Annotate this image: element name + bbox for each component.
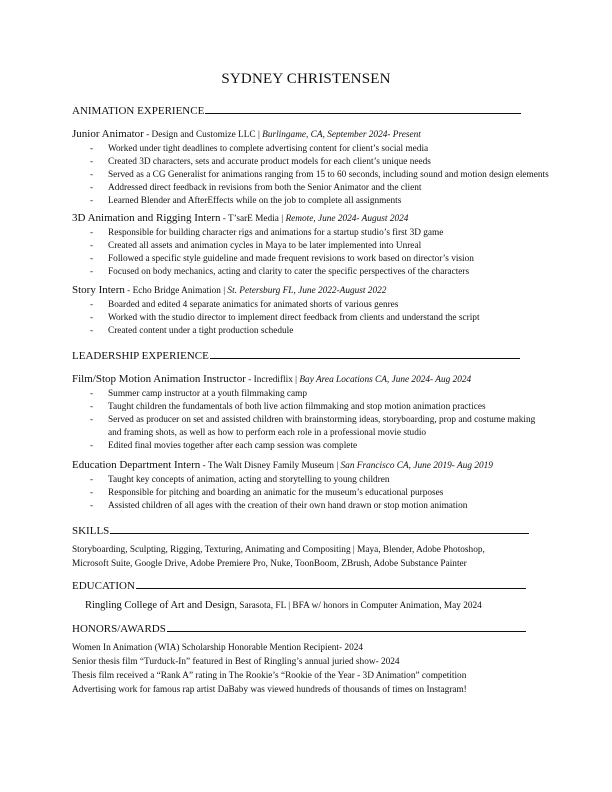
bullet-item: - Taught children the fundamentals of both live action filmmaking and stop motion animation practices	[90, 402, 486, 413]
job-bullets	[90, 143, 549, 208]
job-location: Remote, June 2024- August 2024	[285, 214, 409, 224]
school-name: Ringling College of Art and Design	[85, 600, 235, 611]
degree-detail: , Sarasota, FL | BFA w/ honors in Computer Animation, May 2024	[234, 601, 482, 611]
bullet-item: - Assisted children of all ages with the creation of their own hand drawn or stop motion animation	[90, 501, 468, 512]
job-org: - T’sarE Media |	[220, 214, 286, 224]
bullet-item: - Worked with the studio director to implement direct feedback from clients and understand the script	[90, 313, 480, 324]
section-heading-honors	[72, 622, 526, 635]
bullet-item: - Created all assets and animation cycles in Maya to be later implemented into Unreal	[90, 241, 422, 252]
job-heading	[72, 128, 421, 140]
job-heading	[72, 212, 408, 224]
job-title: Junior Animator	[72, 128, 144, 140]
job-heading	[72, 459, 493, 471]
job-bullets	[90, 227, 474, 279]
honors-list	[72, 641, 467, 697]
honor-item: Thesis film received a “Rank A” rating in The Rookie’s “Rookie of the Year - 3D Animation” competition	[72, 671, 467, 681]
section-rule	[205, 104, 521, 114]
bullet-item: - Edited final movies together after each camp session was complete	[90, 441, 358, 452]
bullet-item: - Summer camp instructor at a youth filmmaking camp	[90, 389, 308, 399]
bullet-item: - Boarded and edited 4 separate animatics for animated shorts of various genres	[90, 300, 399, 310]
section-rule	[110, 524, 529, 534]
bullet-item: - Focused on body mechanics, acting and clarity to cater the specific perspectives of the characters	[90, 267, 470, 278]
bullet-item: - Created 3D characters, sets and accurate product models for each client’s unique needs	[90, 157, 431, 168]
skills-line: Microsoft Suite, Google Drive, Adobe Premiere Pro, Nuke, ToonBoom, ZBrush, Adobe Substance Painter	[72, 559, 467, 569]
bullet-item: - Served as a CG Generalist for animations ranging from 15 to 60 seconds, including sound and motion design elements	[90, 170, 549, 181]
job-location: Burlingame, CA, September 2024- Present	[262, 130, 421, 140]
skills-line: Storyboarding, Sculpting, Rigging, Texturing, Animating and Compositing | Maya, Blender, Adobe Photoshop,	[72, 545, 485, 555]
honor-item: Women In Animation (WIA) Scholarship Honorable Mention Recipient- 2024	[72, 643, 364, 653]
bullet-item: - Learned Blender and AfterEffects while on the job to complete all assignments	[90, 196, 402, 207]
job-location: Bay Area Locations CA, June 2024- Aug 2024	[299, 375, 472, 385]
honor-item: Senior thesis film “Turduck-In” featured in Best of Ringling’s annual juried show- 2024	[72, 657, 400, 667]
job-location: San Francisco CA, June 2019- Aug 2019	[340, 461, 493, 471]
job-location: St. Petersburg FL, June 2022-August 2022	[227, 286, 387, 296]
bullet-item: - Responsible for pitching and boarding an animatic for the museum’s educational purposes	[90, 488, 444, 499]
job-title: Story Intern	[72, 284, 125, 296]
job-org: - Design and Customize LLC |	[143, 130, 263, 140]
section-title: EDUCATION	[72, 580, 135, 592]
job-bullets	[90, 474, 467, 513]
section-rule	[167, 622, 526, 632]
section-heading-animation	[72, 104, 521, 117]
job-org: - Incrediflix |	[245, 375, 300, 385]
job-org: - The Walt Disney Family Museum |	[200, 461, 341, 471]
section-title: LEADERSHIP EXPERIENCE	[72, 350, 209, 362]
honor-item: Advertising work for famous rap artist DaBaby was viewed hundreds of thousands of times on Instagram!	[72, 685, 467, 695]
section-heading-skills	[72, 524, 529, 537]
section-title: HONORS/AWARDS	[72, 623, 166, 635]
section-rule	[210, 349, 520, 359]
resume-name: SYDNEY CHRISTENSEN	[221, 71, 391, 87]
job-title: Education Department Intern	[72, 459, 201, 471]
bullet-item: - Responsible for building character rigs and animations for a startup studio’s first 3D game	[90, 228, 444, 238]
section-heading-leadership	[72, 349, 520, 362]
section-title: ANIMATION EXPERIENCE	[72, 105, 205, 117]
job-title: 3D Animation and Rigging Intern	[72, 212, 221, 224]
bullet-item: - Served as producer on set and assisted children with brainstorming ideas, storyboarding, prop and costume making and framing shots, as well as how to perform each role in a professional movie studio	[90, 415, 536, 439]
job-bullets	[90, 299, 480, 338]
bullet-item: - Followed a specific style guideline and made frequent revisions to work based on director’s vision	[90, 254, 474, 265]
job-heading	[72, 373, 471, 385]
bullet-item: - Created content under a tight production schedule	[90, 326, 294, 337]
job-title: Film/Stop Motion Animation Instructor	[72, 373, 246, 385]
job-bullets	[90, 388, 548, 453]
skills-list	[72, 543, 485, 571]
job-org: - Echo Bridge Animation |	[124, 286, 228, 296]
bullet-item: - Taught key concepts of animation, acting and storytelling to young children	[90, 475, 390, 485]
section-title: SKILLS	[72, 525, 110, 537]
section-heading-education	[72, 579, 526, 592]
job-heading	[72, 284, 386, 296]
section-rule	[136, 579, 526, 589]
education-entry	[85, 600, 482, 611]
bullet-item: - Addressed direct feedback in revisions from both the Senior Animator and the client	[90, 183, 422, 194]
bullet-item: - Worked under tight deadlines to complete advertising content for client’s social media	[90, 144, 429, 154]
